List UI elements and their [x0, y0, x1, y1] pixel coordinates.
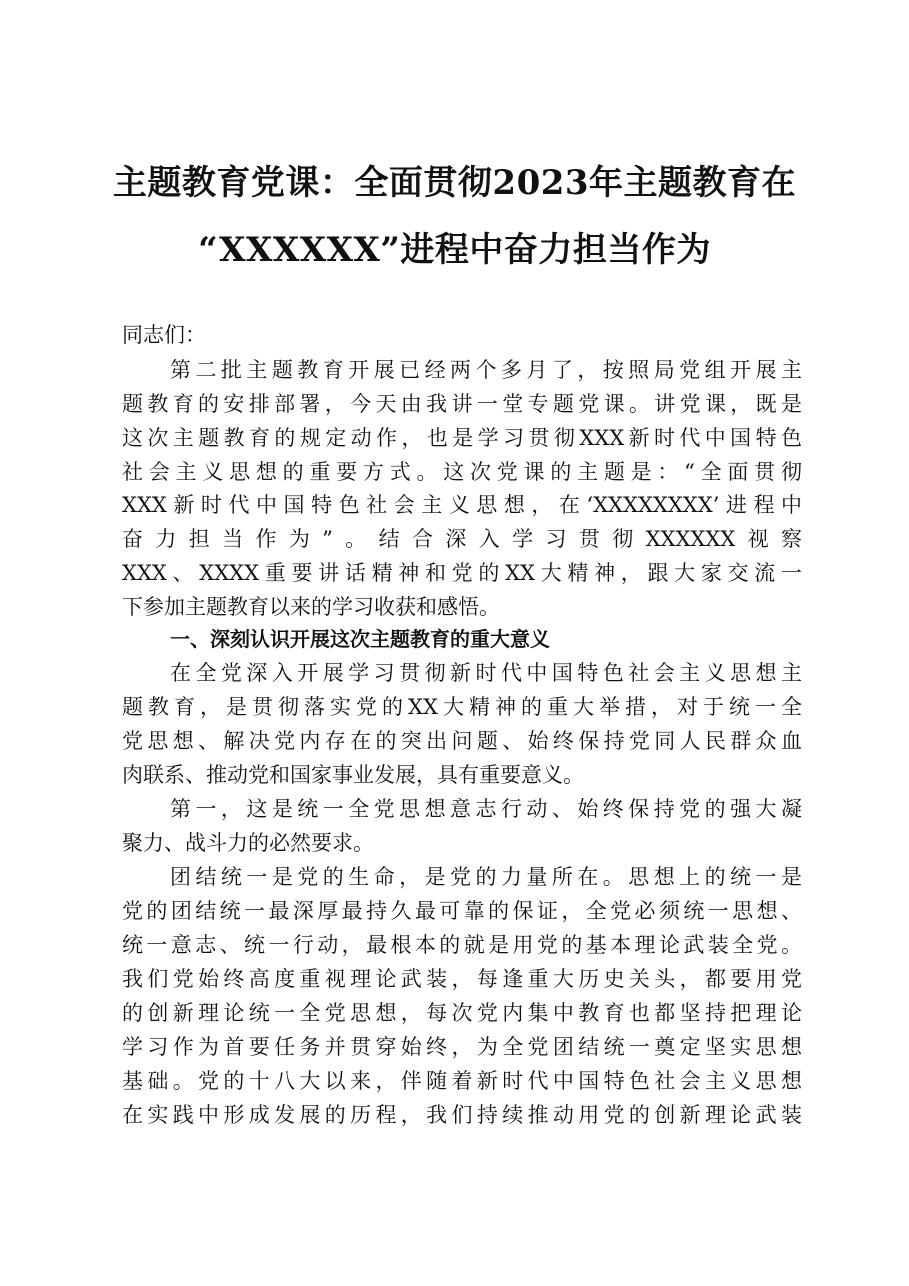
paragraph-line: 聚力、战斗力的必然要求。 — [122, 831, 374, 855]
paragraph-line: 题教育的安排部署，今天由我讲一堂专题党课。讲党课，既是 — [122, 392, 802, 416]
paragraph-line: 我们党始终高度重视理论武装，每逢重大历史关头，都要用党 — [122, 967, 802, 991]
paragraph-line: 下参加主题教育以来的学习收获和感悟。 — [122, 595, 500, 619]
paragraph-line: 团结统一是党的生命，是党的力量所在。思想上的统一是 — [170, 865, 802, 889]
paragraph-line: XXX新时代中国特色社会主义思想，在‘XXXXXXXX’进程中 — [122, 493, 802, 517]
paragraph-line: 在实践中形成发展的历程，我们持续推动用党的创新理论武装 — [122, 1103, 802, 1127]
paragraph-line: 题教育，是贯彻落实党的XX大精神的重大举措，对于统一全 — [122, 695, 802, 719]
paragraph-line: XXX、XXXX重要讲话精神和党的XX大精神，跟大家交流一 — [122, 561, 802, 585]
document-title-line-1: 主题教育党课：全面贯彻2023年主题教育在 — [112, 163, 797, 203]
paragraph-line: 社会主义思想的重要方式。这次党课的主题是：“全面贯彻 — [122, 460, 802, 484]
paragraph-line: 统一意志、统一行动，最根本的就是用党的基本理论武装全党。 — [122, 933, 802, 957]
salutation: 同志们： — [122, 323, 206, 347]
paragraph-line: 基础。党的十八大以来，伴随着新时代中国特色社会主义思想 — [122, 1069, 802, 1093]
document-title-line-2: “XXXXXX”进程中奋力担当作为 — [198, 230, 711, 270]
paragraph-line: 在全党深入开展学习贯彻新时代中国特色社会主义思想主 — [170, 661, 802, 685]
paragraph-line: 党思想、解决党内存在的突出问题、始终保持党同人民群众血 — [122, 729, 802, 753]
paragraph-line: 这次主题教育的规定动作，也是学习贯彻XXX新时代中国特色 — [122, 426, 802, 450]
paragraph-line: 党的团结统一最深厚最持久最可靠的保证，全党必须统一思想、 — [122, 899, 802, 923]
paragraph-line: 学习作为首要任务并贯穿始终，为全党团结统一奠定坚实思想 — [122, 1035, 802, 1059]
section-heading: 一、深刻认识开展这次主题教育的重大意义 — [170, 627, 550, 651]
paragraph-line: 第一，这是统一全党思想意志行动、始终保持党的强大凝 — [170, 797, 802, 821]
paragraph-line: 第二批主题教育开展已经两个多月了，按照局党组开展主 — [170, 358, 802, 382]
paragraph-line: 奋力担当作为”。结合深入学习贯彻XXXXXX视察 — [122, 527, 802, 551]
paragraph-line: 的创新理论统一全党思想，每次党内集中教育也都坚持把理论 — [122, 1001, 802, 1025]
paragraph-line: 肉联系、推动党和国家事业发展，具有重要意义。 — [122, 763, 584, 787]
